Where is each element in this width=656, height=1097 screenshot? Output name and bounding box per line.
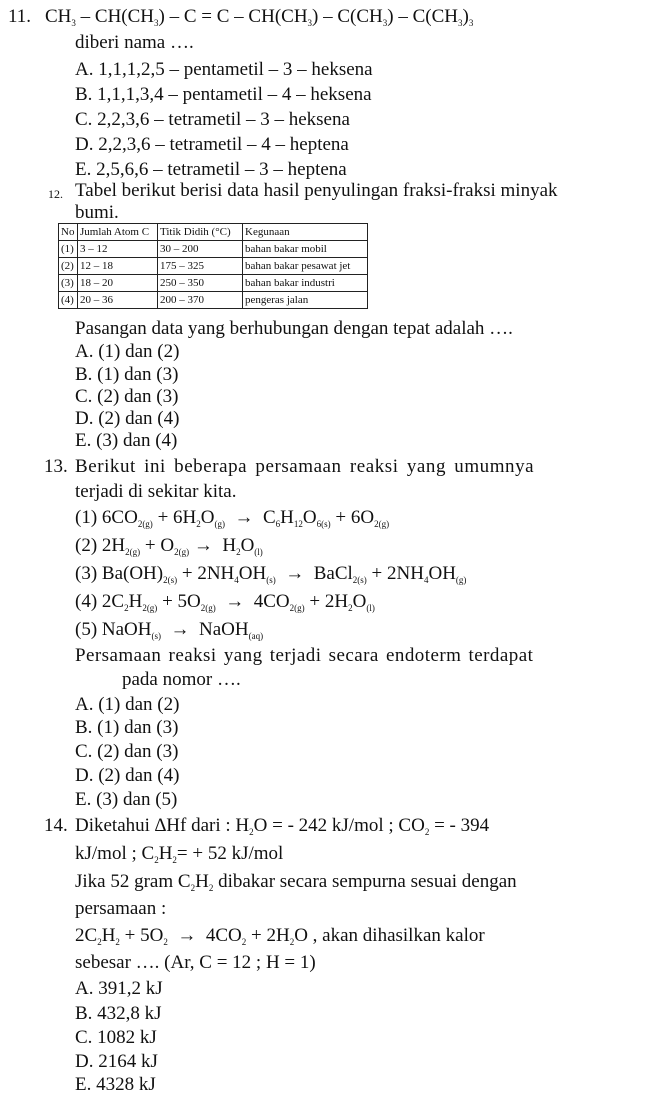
q13-option-c[interactable]: C. (2) dan (3) — [75, 741, 179, 762]
q12-option-c[interactable]: C. (2) dan (3) — [75, 386, 179, 407]
q12-option-e[interactable]: E. (3) dan (4) — [75, 430, 178, 451]
table-cell: (4) — [59, 292, 78, 309]
q14-line5: $2C_2H_2 + 5O_2 \to 4CO_2 + 2H_2O$ , akan dihasilkan kalor — [75, 925, 485, 947]
q14-line4: persamaan : — [75, 898, 167, 919]
table-cell: (3) — [59, 275, 78, 292]
q13-option-a[interactable]: A. (1) dan (2) — [75, 694, 180, 715]
q11-option-b[interactable]: B. 1,1,1,3,4 – pentametil – 4 – heksena — [75, 84, 372, 105]
q11-option-c[interactable]: C. 2,2,3,6 – tetrametil – 3 – heksena — [75, 109, 350, 130]
q11-formula: $CH_3 - CH(CH_3) - C = C - CH(CH_3) - C(CH_3) - C(CH_3)_3$ — [45, 6, 474, 28]
q12-stem-line1: Tabel berikut berisi data hasil penyulingan fraksi-fraksi minyak — [75, 180, 558, 201]
q14-option-d[interactable]: D. 2164 kJ — [75, 1051, 158, 1072]
q14-number: 14. — [44, 815, 68, 836]
q14-line6: sebesar …. (Ar, C = 12 ; H = 1) — [75, 952, 316, 973]
q13-option-b[interactable]: B. (1) dan (3) — [75, 717, 179, 738]
table-row — [59, 292, 368, 309]
q13-question-line2: pada nomor …. — [122, 669, 241, 690]
q14-line3: Jika 52 gram $C_2H_2$ dibakar secara sempurna sesuai dengan — [75, 871, 517, 893]
q12-question: Pasangan data yang berhubungan dengan tepat adalah …. — [75, 318, 513, 339]
q13-option-d[interactable]: D. (2) dan (4) — [75, 765, 180, 786]
q13-question-line1: Persamaan reaksi yang terjadi secara endoterm terdapat — [75, 645, 534, 666]
table-cell: 3 – 12 — [78, 241, 158, 258]
table-cell: 250 – 350 — [158, 275, 243, 292]
table-row — [59, 275, 368, 292]
q11-option-e[interactable]: E. 2,5,6,6 – tetrametil – 3 – heptena — [75, 159, 347, 180]
q14-line1: Diketahui ∆Hf dari : $H_2O$ = - 242 kJ/mol ; $CO_2$ = - 394 — [75, 815, 490, 837]
table-cell: bahan bakar industri — [243, 275, 368, 292]
table-cell: (2) — [59, 258, 78, 275]
q13-option-e[interactable]: E. (3) dan (5) — [75, 789, 178, 810]
q13-reaction-5: (5) NaOH$_{(s)}$ → NaOH$_{(aq)}$ — [75, 619, 264, 641]
table-cell: 18 – 20 — [78, 275, 158, 292]
q11-stem: diberi nama …. — [75, 32, 194, 53]
q11-option-a[interactable]: A. 1,1,1,2,5 – pentametil – 3 – heksena — [75, 59, 373, 80]
table-header-cell: Kegunaan — [243, 224, 368, 241]
q14-option-e[interactable]: E. 4328 kJ — [75, 1074, 156, 1095]
table-cell: 200 – 370 — [158, 292, 243, 309]
q14-line2: kJ/mol ; $C_2H_2= + 52$ kJ/mol — [75, 843, 284, 865]
table-row — [59, 258, 368, 275]
q13-stem-line2: terjadi di sekitar kita. — [75, 481, 237, 502]
table-header-row — [59, 224, 368, 241]
q12-option-b[interactable]: B. (1) dan (3) — [75, 364, 179, 385]
table-cell: 20 – 36 — [78, 292, 158, 309]
table-cell: 30 – 200 — [158, 241, 243, 258]
q13-stem-line1: Berikut ini beberapa persamaan reaksi yang umumnya — [75, 456, 535, 477]
table-header-cell: No — [59, 224, 78, 241]
distillation-table — [58, 223, 368, 309]
q14-option-c[interactable]: C. 1082 kJ — [75, 1027, 157, 1048]
q13-reaction-3: (3) $Ba(OH)_{2(s)} + 2NH_4OH_{(s)}$ → BaCl$_{2(s)}$ + $2NH_4OH_{(g)}$ — [75, 563, 467, 585]
table-row — [59, 241, 368, 258]
q12-number: 12. — [48, 187, 63, 201]
table-cell: bahan bakar mobil — [243, 241, 368, 258]
q14-option-b[interactable]: B. 432,8 kJ — [75, 1003, 162, 1024]
q12-option-a[interactable]: A. (1) dan (2) — [75, 341, 180, 362]
table-header-cell: Titik Didih (°C) — [158, 224, 243, 241]
table-cell: bahan bakar pesawat jet — [243, 258, 368, 275]
q12-stem-line2: bumi. — [75, 202, 119, 223]
q13-reaction-4: (4) $2C_2H_{2(g)} + 5O_{2(g)} \to 4CO_{2(g)} + 2H_2O_{(l)}$ — [75, 591, 375, 613]
table-cell: pengeras jalan — [243, 292, 368, 309]
q11-number: 11. — [8, 6, 32, 27]
q13-number: 13. — [44, 456, 68, 477]
table-cell: 12 – 18 — [78, 258, 158, 275]
q11-option-d[interactable]: D. 2,2,3,6 – tetrametil – 4 – heptena — [75, 134, 349, 155]
q13-reaction-1: (1) $6CO_{2(g)} + 6H_2O_{(g)} \to C_6H_{12}O_{6(s)} + 6O_{2(g)}$ — [75, 507, 390, 529]
table-cell: (1) — [59, 241, 78, 258]
q12-option-d[interactable]: D. (2) dan (4) — [75, 408, 180, 429]
table-cell: 175 – 325 — [158, 258, 243, 275]
q13-reaction-2: (2) $2H_{2(g)} + O_{2(g)} \to H_2O_{(l)}$ — [75, 535, 263, 557]
table-header-cell: Jumlah Atom C — [78, 224, 158, 241]
q14-option-a[interactable]: A. 391,2 kJ — [75, 978, 163, 999]
